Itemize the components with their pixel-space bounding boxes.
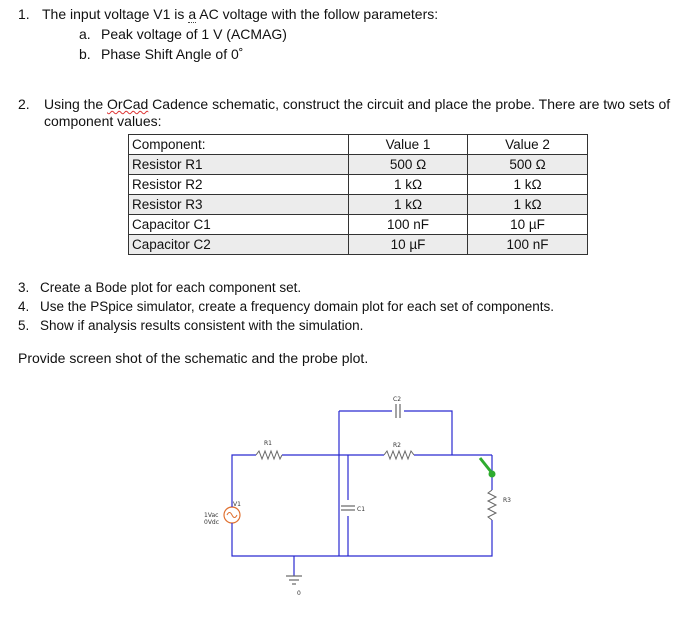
ground-symbol [286,576,302,584]
step-3-text: Create a Bode plot for each component set. [40,280,302,295]
step-5-text: Show if analysis results consistent with the simulation. [40,318,364,333]
r3-label: R3 [503,497,511,504]
sub-b-text: Phase Shift Angle of 0˚ [101,46,244,62]
r2-label: R2 [393,442,401,449]
question-1-text-b: AC voltage with the follow parameters: [196,6,439,22]
probe-marker [480,458,492,473]
sub-a-text: Peak voltage of 1 V (ACMAG) [101,26,287,42]
v1-ac-label: 1Vac [204,512,219,519]
orcad-brand: OrCad [107,96,149,112]
table-cell: Capacitor C2 [129,235,349,255]
question-2-text-a: Using the [44,96,108,112]
table-cell: 1 kΩ [349,195,468,215]
table-cell: 1 kΩ [349,175,468,195]
capacitor-c1 [341,506,355,510]
table-cell: 500 Ω [349,155,468,175]
capacitor-c2 [396,404,400,418]
table-cell: 10 µF [349,235,468,255]
step-4-number: 4. [18,299,30,314]
question-2-text-b: Cadence schematic, construct the circuit and place the probe. There are two sets of [148,96,671,112]
header-value-1: Value 1 [349,135,468,155]
wire-bottom [232,520,492,556]
step-5-number: 5. [18,318,30,333]
v1-dc-label: 0Vdc [204,519,220,526]
table-cell: 500 Ω [468,155,588,175]
step-3-number: 3. [18,280,30,295]
r1-label: R1 [264,440,272,447]
sub-a-label: a. [79,26,91,42]
v1-label: V1 [233,501,241,508]
table-cell: 1 kΩ [468,195,588,215]
step-4-text: Use the PSpice simulator, create a frequency domain plot for each set of components. [40,299,555,314]
table-cell: 10 µF [468,215,588,235]
sub-b-label: b. [79,46,91,62]
header-component: Component: [129,135,349,155]
table-cell: Resistor R2 [129,175,349,195]
table-cell: 1 kΩ [468,175,588,195]
probe-tip [489,471,496,478]
table-cell: Capacitor C1 [129,215,349,235]
c2-label: C2 [393,396,402,403]
header-value-2: Value 2 [468,135,588,155]
provide-instruction: Provide screen shot of the schematic and the probe plot. [18,350,369,366]
question-1-number: 1. [18,6,30,22]
question-1-article: a [188,6,197,22]
table-cell: Resistor R3 [129,195,349,215]
question-2-number: 2. [18,96,30,112]
resistor-r1 [256,451,282,459]
wires [232,411,492,576]
wire-c2-right [404,411,452,455]
c1-label: C1 [357,506,366,513]
wire-v1-r1 [232,455,256,500]
question-2-line2: component values: [44,113,162,129]
table-cell: Resistor R1 [129,155,349,175]
ground-label: 0 [297,590,301,597]
table-cell: 100 nF [468,235,588,255]
table-cell: 100 nF [349,215,468,235]
resistor-r3 [488,490,496,520]
question-1-text-a: The input voltage V1 is [42,6,189,22]
